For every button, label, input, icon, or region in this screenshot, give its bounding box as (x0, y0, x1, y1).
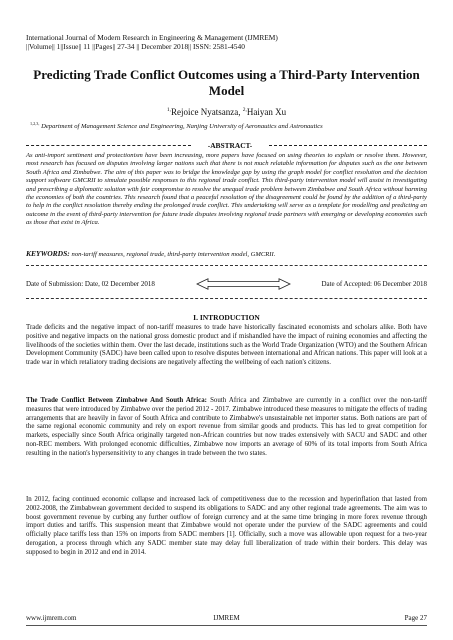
accepted-date: Date of Accepted: 06 December 2018 (321, 280, 427, 288)
footer-rule (26, 625, 427, 626)
affiliation-line (30, 121, 440, 130)
paper-title: Predicting Trade Conflict Outcomes using a Third-Party Intervention Model (33, 67, 420, 98)
section-heading-introduction: I. INTRODUCTION (193, 313, 260, 322)
paragraph-2-lead: The Trade Conflict Between Zimbabwe And South Africa: (26, 397, 207, 404)
footer-page-number: Page 27 (404, 614, 427, 622)
footer-journal: IJMREM (213, 614, 240, 622)
keywords-text: non-tariff measures, regional trade, third-party intervention model, GMCRII. (71, 251, 276, 258)
divider-bottom (26, 298, 427, 299)
submission-date: Date of Submission: Date, 02 December 2018 (26, 280, 155, 288)
abstract-dash-left (26, 145, 191, 146)
abstract-label: -ABSTRACT- (207, 141, 253, 150)
abstract-text: As anti-import sentiment and protectionism have been increasing, more papers have focused on using theories to explain or resolve them. However, most research has focused on disputes involving larger nations such that there is not much relatable information for disputes such as the one between South Africa and Zimbabwe. The aim of this paper was to bridge the knowledge gap by using the graph model for conflict resolution and the decision support software GMCRII to simulate possible responses to this regional trade conflict. This third-party intervention model will assist in investigating and prescribing a diplomatic solution with fair compromise to resolve the unequal trade problem between Zimbabwe and South Africa without harming the economies of both the countries. This research found that a peaceful resolution of the disagreement could be found by the addition of a third-party to help in the conflict resolution thereby ending the prolonged trade conflict. This undertaking will serve as a template for modelling and predicting an outcome in the event of third-party intervention for future trade disputes involving regional trade partners with emerging or developing economies such as those that exist in Africa. (26, 152, 427, 227)
author2-superscript: 2, (242, 107, 247, 113)
author1-name: Rejoice Nyatsanza, (171, 107, 241, 117)
dates-row (26, 280, 427, 292)
divider-top (26, 265, 427, 266)
journal-volume-info: ||Volume|| 1||Issue|| 11 ||Pages|| 27-34 || December 2018|| ISSN: 2581-4540 (26, 42, 245, 52)
paragraph-2 (26, 397, 427, 459)
keywords-line (26, 249, 427, 258)
paragraph-1: Trade deficits and the negative impact of non-tariff measures to trade have historically fascinated economists and scholars alike. Both have positive and negative impacts on the national gross domestic product and if mishandled have the impact of ruining economies and affecting the livelihoods of the societies within them. Over the last decade, institutions such as the World Trade Organization (WTO) and the Southern African Development Community (SADC) have been called upon to resolve disputes between international and African nations. This paper will look at a trade war in which retaliatory trading decisions are negatively affecting the wellbeing of each nation's citizens. (26, 324, 427, 367)
abstract-heading (26, 141, 427, 151)
journal-name: International Journal of Modern Research in Engineering & Management (IJMREM) (26, 33, 278, 42)
keywords-label: KEYWORDS: (26, 249, 70, 258)
affiliation-superscript: 1,2,3, (30, 121, 40, 126)
abstract-dash-right (269, 145, 427, 146)
paragraph-2-body: South Africa and Zimbabwe are currently in a conflict over the non-tariff measures that were introduced by Zimbabwe over the period 2012 - 2017. Zimbabwe introduced these measures to mitigate the effects of trading arrangements that are heavily in favor of South Africa and contribute to Zimbabwe's unsustainable net importer status. Both nations are part of the same regional economic community and rely on export revenue from similar goods and products. This has led to great competition for markets, especially since South Africa originally targeted non-African countries but now trades extensively with SACU and SADC and other non-REC members. With prolonged economic difficulties, Zimbabwe now imports an average of 60% of its total imports from South Africa resulting in the nation's hypersensitivity to any changes in trade between the two states. (26, 397, 427, 457)
double-arrow-icon (196, 278, 291, 290)
paragraph-3: In 2012, facing continued economic collapse and increased lack of competitiveness due to the recession and hyperinflation that lasted from 2002-2008, the Zimbabwean government decided to suspend its obligations to SADC and any other regional trade agreements. The aim was to boost government revenue by curbing any further outflow of foreign currency and at the same time bringing in more forex revenue through import duties and tariffs. This suspension meant that Zimbabwe would not operate under the purview of the SADC agreements and could officially place tariffs less than 15% on imports from SADC members [1]. Officially, such a move was allowable upon request for a two-year derogation, a process through which any SADC member state may delay full liberalization of trade within their borders. This delay was supposed to begin in 2012 and end in 2014. (26, 496, 427, 556)
author2-name: Haiyan Xu (246, 107, 287, 117)
page-footer (26, 614, 427, 624)
footer-website-link[interactable]: www.ijmrem.com (26, 614, 77, 622)
author1-superscript: 1, (166, 107, 172, 113)
affiliation-text: Department of Management Science and Engineering, Nanjing University of Aeronautics and Astronautics (41, 123, 323, 130)
journal-header (26, 33, 426, 52)
author-line (0, 107, 453, 117)
